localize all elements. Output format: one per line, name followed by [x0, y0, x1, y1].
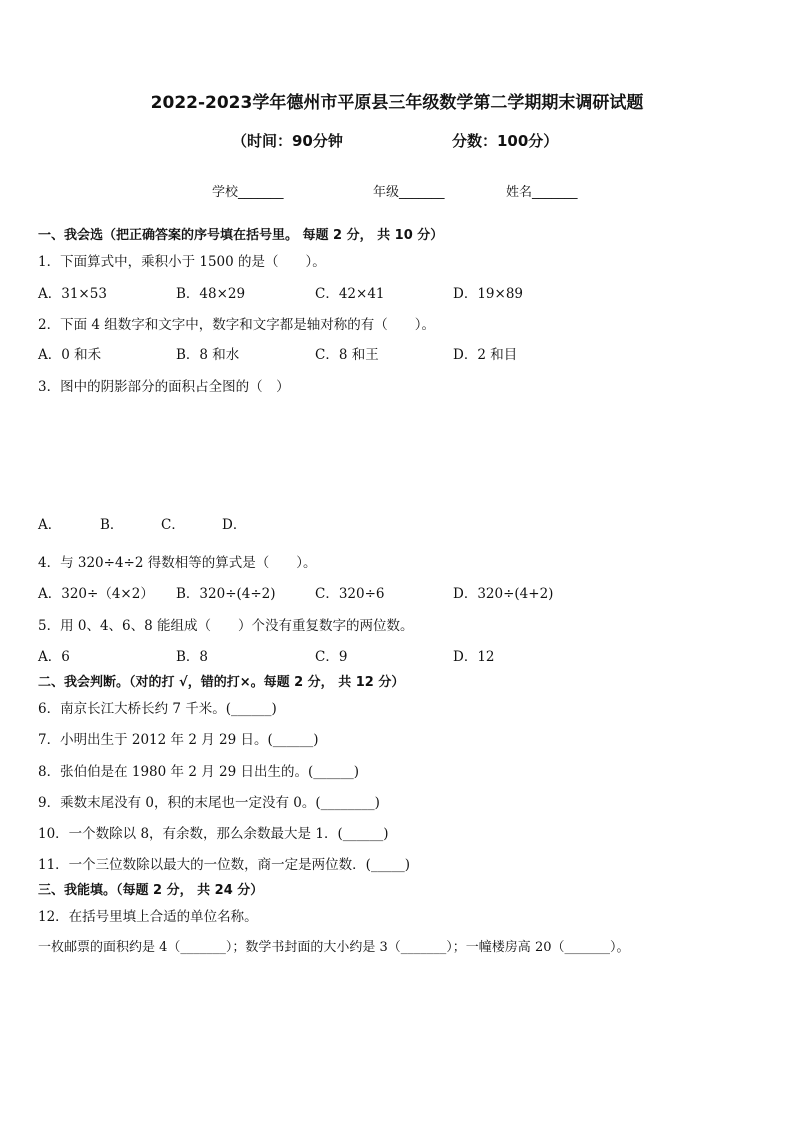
- q3-option-c[interactable]: C．: [161, 517, 185, 533]
- q5-option-d[interactable]: D．12: [453, 649, 495, 665]
- q5-option-b[interactable]: B．8: [176, 649, 209, 665]
- q1-option-c[interactable]: C．42×41: [315, 286, 385, 302]
- q2-option-c[interactable]: C．8 和王: [315, 347, 379, 363]
- grade-field[interactable]: 年级_______: [373, 185, 445, 200]
- question-6[interactable]: 6．南京长江大桥长约 7 千米。(______): [38, 701, 277, 717]
- q2-option-d[interactable]: D．2 和目: [453, 347, 518, 363]
- page-title: 2022-2023学年德州市平原县三年级数学第二学期期末调研试题: [150, 93, 644, 113]
- q5-option-c[interactable]: C．9: [315, 649, 348, 665]
- question-12-blanks[interactable]: 一枚邮票的面积约是 4（_______）；数学书封面的大小约是 3（_______）；一幢楼房高 20（_______）。: [38, 940, 630, 955]
- q4-option-d[interactable]: D．320÷(4+2): [453, 586, 554, 602]
- q1-option-b[interactable]: B．48×29: [176, 286, 246, 302]
- exam-time: （时间：90分钟: [232, 132, 343, 150]
- question-9[interactable]: 9．乘数末尾没有 0，积的末尾也一定没有 0。(________): [38, 795, 380, 811]
- name-field[interactable]: 姓名_______: [506, 185, 578, 200]
- q5-option-a[interactable]: A．6: [38, 649, 70, 665]
- section1-heading: 一、我会选（把正确答案的序号填在括号里。 每题 2 分， 共 10 分）: [38, 228, 444, 243]
- q4-option-a[interactable]: A．320÷（4×2）: [38, 586, 154, 602]
- question-8[interactable]: 8．张伯伯是在 1980 年 2 月 29 日出生的。(______): [38, 764, 359, 780]
- section3-heading: 三、我能填。（每题 2 分， 共 24 分）: [38, 883, 264, 898]
- q1-option-a[interactable]: A．31×53: [38, 286, 107, 302]
- question-11[interactable]: 11．一个三位数除以最大的一位数，商一定是两位数．(_____): [38, 857, 410, 873]
- q3-option-b[interactable]: B．: [100, 517, 124, 533]
- question-12: 12．在括号里填上合适的单位名称。: [38, 909, 258, 925]
- q3-option-d[interactable]: D．: [222, 517, 247, 533]
- q4-option-b[interactable]: B．320÷(4÷2): [176, 586, 276, 602]
- section2-heading: 二、我会判断。（对的打 √，错的打×。每题 2 分， 共 12 分）: [38, 675, 405, 690]
- question-3: 3．图中的阴影部分的面积占全图的（ ）: [38, 379, 290, 395]
- q2-option-b[interactable]: B．8 和水: [176, 347, 240, 363]
- question-4: 4．与 320÷4÷2 得数相等的算式是（ ）。: [38, 555, 317, 571]
- q1-option-d[interactable]: D．19×89: [453, 286, 523, 302]
- question-7[interactable]: 7．小明出生于 2012 年 2 月 29 日。(______): [38, 732, 319, 748]
- question-10[interactable]: 10．一个数除以 8，有余数，那么余数最大是 1．(______): [38, 826, 389, 842]
- school-field[interactable]: 学校_______: [212, 185, 284, 200]
- q3-option-a[interactable]: A．: [38, 517, 62, 533]
- q2-option-a[interactable]: A．0 和禾: [38, 347, 102, 363]
- exam-score: 分数：100分）: [452, 132, 559, 150]
- question-1: 1．下面算式中，乘积小于 1500 的是（ ）。: [38, 254, 326, 270]
- q4-option-c[interactable]: C．320÷6: [315, 586, 385, 602]
- question-2: 2．下面 4 组数字和文字中，数字和文字都是轴对称的有（ ）。: [38, 317, 436, 333]
- question-5: 5．用 0、4、6、8 能组成（ ）个没有重复数字的两位数。: [38, 618, 414, 634]
